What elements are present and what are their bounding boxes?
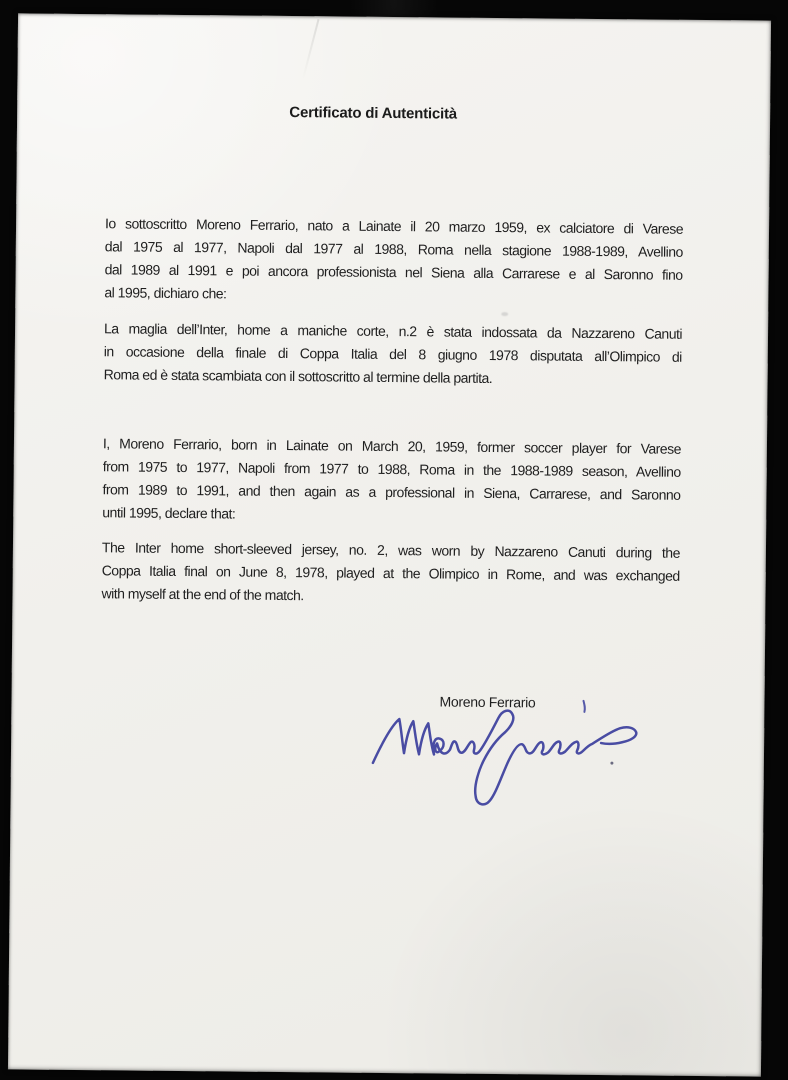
text-line: al 1995, dichiaro che: — [104, 284, 227, 302]
text-line: Coppa Italia final on June 8, 1978, played at the Olimpico in Rome, and was exchanged — [101, 562, 680, 584]
certificate-title: Certificato di Autenticità — [289, 104, 458, 123]
text-line: Roma ed è stata scambiata con il sottoscritto al termine della partita. — [103, 366, 493, 386]
text-line: The Inter home short-sleeved jersey, no. 2, was worn by Nazzareno Canuti during the — [101, 539, 681, 561]
paper-speck — [501, 312, 508, 316]
certificate-page — [8, 13, 771, 1076]
text-line: from 1975 to 1977, Napoli from 1977 to 1988, Roma in the 1988-1989 season, Avellino — [102, 458, 681, 480]
text-line: dal 1989 al 1991 e poi ancora professionista nel Siena alla Carrarese e al Saronno fino — [104, 261, 683, 283]
paper-crease — [302, 19, 320, 80]
text-line: from 1989 to 1991, and then again as a professional in Siena, Carrarese, and Saronno — [102, 481, 681, 503]
paragraph-english-declaration — [102, 432, 681, 530]
text-line: with myself at the end of the match. — [101, 585, 304, 604]
signer-name: Moreno Ferrario — [439, 693, 536, 711]
handwritten-signature-ink — [367, 685, 648, 838]
text-line: in occasione della finale di Coppa Italia del 8 giugno 1978 disputata all’Olimpico di — [103, 343, 682, 365]
paragraph-italian-jersey — [104, 317, 683, 392]
pen-tick-mark — [583, 701, 585, 712]
text-line: until 1995, declare that: — [102, 504, 236, 522]
text-line: I, Moreno Ferrario, born in Lainate on March 20, 1959, former soccer player for Varese — [102, 435, 682, 457]
paragraph-english-jersey — [101, 536, 680, 611]
text-line: La maglia dell’Inter, home a maniche corte, n.2 è stata indossata da Nazzareno Canuti — [103, 320, 683, 342]
text-line: dal 1975 al 1977, Napoli dal 1977 al 1988, Roma nella stagione 1988-1989, Avellino — [104, 238, 683, 260]
text-line: Io sottoscritto Moreno Ferrario, nato a Lainate il 20 marzo 1959, ex calciatore di Varese — [104, 215, 684, 237]
paragraph-italian-declaration — [104, 212, 683, 310]
ink-dot — [610, 762, 613, 765]
